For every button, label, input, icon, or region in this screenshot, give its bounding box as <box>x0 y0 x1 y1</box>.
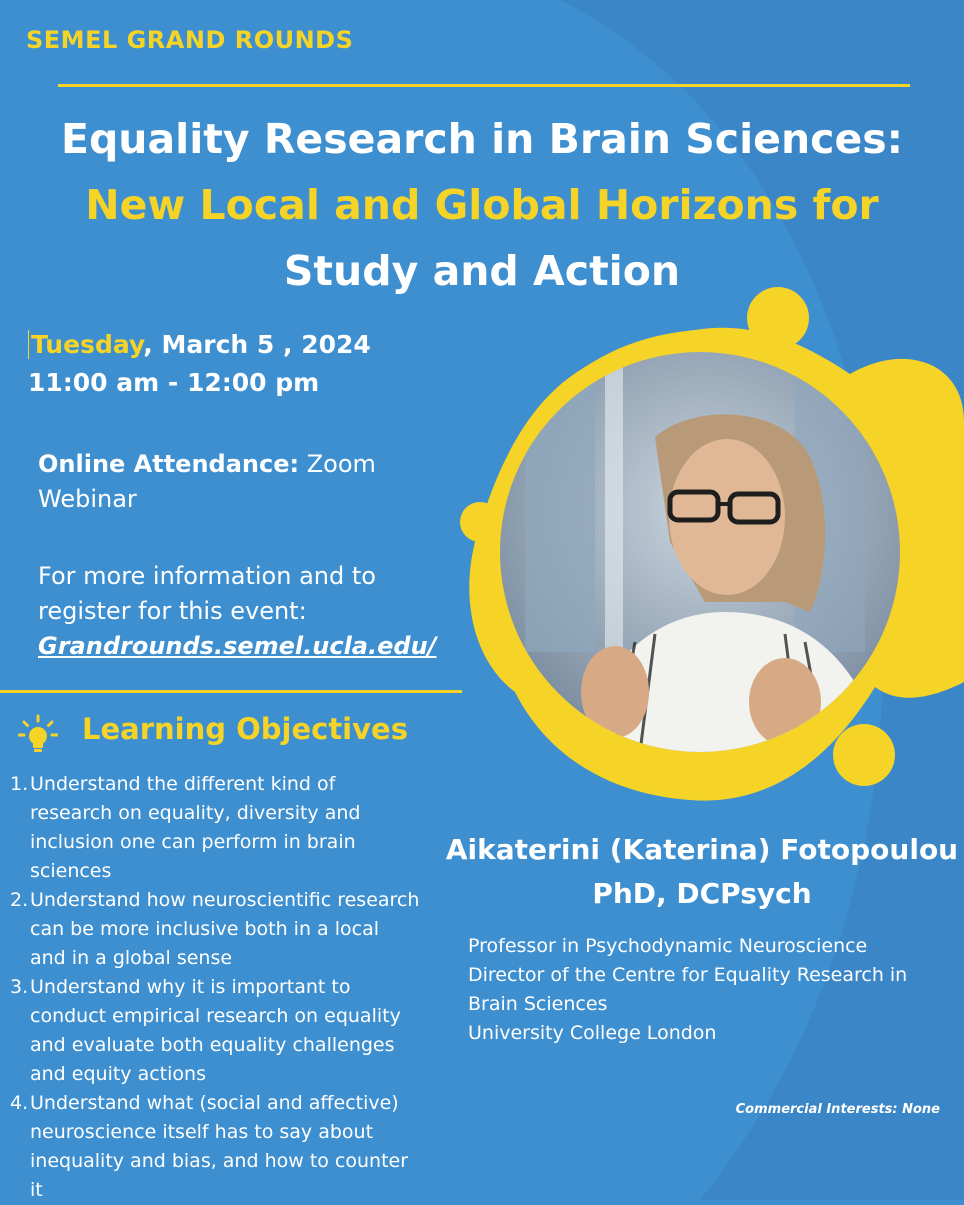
objective-text: Understand how neuroscientific research can be more inclusive both in a local and in a global sense <box>30 889 420 969</box>
registration-link[interactable]: Grandrounds.semel.ucla.edu/ <box>38 632 437 660</box>
decor-circle <box>833 724 895 786</box>
middle-divider <box>0 690 462 693</box>
event-title <box>0 106 964 304</box>
more-info <box>38 559 458 664</box>
speaker-photo-frame <box>455 282 964 812</box>
top-divider <box>58 84 910 87</box>
title-line-2: New Local and Global Horizons for <box>85 181 879 229</box>
title-line-3: Study and Action <box>283 247 681 295</box>
event-day: Tuesday <box>28 330 143 359</box>
title-line-1: Equality Research in Brain Sciences: <box>60 115 904 163</box>
speaker-name: Aikaterini (Katerina) Fotopoulou <box>445 833 959 866</box>
attendance-label: Online Attendance: <box>38 450 300 478</box>
series-label: SEMEL GRAND ROUNDS <box>26 26 354 54</box>
speaker-role-1: Professor in Psychodynamic Neuroscience <box>468 935 868 957</box>
list-item: 4. Understand what (social and affective) neuroscience itself has to say about inequality and bias, and how to counter it <box>10 1089 420 1205</box>
event-time: 11:00 am - 12:00 pm <box>28 368 320 397</box>
event-date-text: , March 5 , 2024 <box>143 330 371 359</box>
speaker-credentials: PhD, DCPsych <box>592 877 812 910</box>
lightbulb-icon <box>18 714 58 754</box>
commercial-interests: Commercial Interests: None <box>735 1102 940 1117</box>
objective-text: Understand what (social and affective) neuroscience itself has to say about inequality and bias, and how to counter it <box>30 1092 409 1201</box>
list-item: 1. Understand the different kind of research on equality, diversity and inclusion one can perform in brain sciences <box>10 770 420 886</box>
objectives-list <box>10 770 420 1205</box>
objective-text: Understand why it is important to conduct empirical research on equality and evaluate both equality challenges and equity actions <box>30 976 401 1085</box>
speaker-name-block <box>440 828 964 916</box>
speaker-role-2: Director of the Centre for Equality Research in <box>468 964 908 986</box>
event-date <box>28 326 371 364</box>
objective-text: Understand the different kind of research on equality, diversity and inclusion one can perform in brain sciences <box>30 773 361 882</box>
list-item: 2. Understand how neuroscientific research can be more inclusive both in a local and in a global sense <box>10 886 420 973</box>
more-info-text: For more information and to register for this event: <box>38 562 376 625</box>
speaker-role-3: Brain Sciences <box>468 993 608 1015</box>
attendance-value: Zoom Webinar <box>38 450 376 513</box>
speaker-institution: University College London <box>468 1022 717 1044</box>
speaker-affiliation <box>468 932 907 1048</box>
learning-objectives-title: Learning Objectives <box>82 712 408 746</box>
event-datetime <box>28 326 371 402</box>
attendance-info <box>38 447 428 517</box>
list-item: 3. Understand why it is important to conduct empirical research on equality and evaluate both equality challenges and equity actions <box>10 973 420 1089</box>
